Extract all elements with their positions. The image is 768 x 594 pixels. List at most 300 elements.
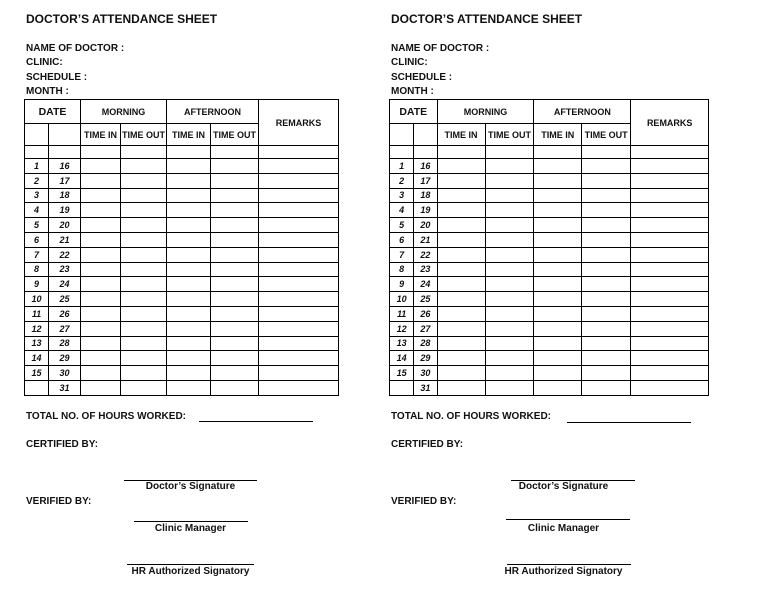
afternoon-time-in-cell [534, 262, 582, 277]
afternoon-time-in-cell [167, 218, 211, 233]
morning-time-in-cell [437, 247, 485, 262]
afternoon-time-out-cell [211, 366, 259, 381]
day-number: 3 [25, 188, 49, 203]
afternoon-time-out-cell [211, 173, 259, 188]
table-row [390, 232, 709, 247]
table-row [390, 292, 709, 307]
remarks-cell [631, 292, 709, 307]
remarks-cell [631, 336, 709, 351]
afternoon-time-in-cell [534, 292, 582, 307]
table-row [390, 173, 709, 188]
morning-time-out-cell [121, 380, 167, 395]
morning-time-in-cell [81, 321, 121, 336]
morning-time-in-cell [81, 306, 121, 321]
morning-header: MORNING [437, 100, 534, 124]
table-row [390, 277, 709, 292]
morning-time-in-header: TIME IN [437, 124, 485, 146]
day-number: 15 [390, 366, 414, 381]
table-row [390, 306, 709, 321]
morning-time-out-cell [485, 173, 534, 188]
remarks-cell [259, 247, 339, 262]
morning-time-out-cell [121, 173, 167, 188]
day-number: 5 [390, 218, 414, 233]
date-header: DATE [390, 100, 438, 124]
morning-time-out-cell [121, 336, 167, 351]
day-number: 4 [25, 203, 49, 218]
morning-time-in-cell [81, 351, 121, 366]
afternoon-time-in-cell [167, 203, 211, 218]
day-number: 13 [25, 336, 49, 351]
verified-by-label: VERIFIED BY: [26, 496, 92, 507]
day-number: 18 [49, 188, 81, 203]
remarks-cell [259, 232, 339, 247]
morning-time-in-cell [81, 292, 121, 307]
table-row [25, 292, 339, 307]
table-row [390, 262, 709, 277]
afternoon-time-in-cell [534, 351, 582, 366]
total-hours-line [199, 421, 313, 422]
afternoon-time-out-cell [581, 173, 630, 188]
table-row [25, 336, 339, 351]
morning-time-out-cell [485, 292, 534, 307]
morning-time-in-cell [437, 218, 485, 233]
morning-time-out-cell [121, 262, 167, 277]
afternoon-time-in-cell [534, 173, 582, 188]
afternoon-time-out-cell [211, 188, 259, 203]
day-number: 9 [25, 277, 49, 292]
afternoon-time-out-cell [581, 380, 630, 395]
day-number: 28 [414, 336, 437, 351]
morning-time-out-header: TIME OUT [485, 124, 534, 146]
morning-time-out-cell [121, 159, 167, 174]
remarks-cell [631, 321, 709, 336]
afternoon-time-out-cell [211, 292, 259, 307]
table-row [390, 336, 709, 351]
afternoon-time-out-cell [581, 277, 630, 292]
morning-time-out-cell [485, 203, 534, 218]
remarks-cell [631, 380, 709, 395]
remarks-cell [631, 173, 709, 188]
morning-time-out-cell [121, 218, 167, 233]
afternoon-time-out-cell [581, 306, 630, 321]
morning-time-out-cell [485, 351, 534, 366]
day-number: 28 [49, 336, 81, 351]
remarks-header: REMARKS [259, 100, 339, 146]
month-label: MONTH : [391, 85, 434, 97]
day-number: 26 [414, 306, 437, 321]
day-number: 2 [390, 173, 414, 188]
table-row [25, 351, 339, 366]
header-fields [391, 42, 489, 99]
header-fields [26, 42, 124, 99]
table-row [390, 188, 709, 203]
clinic-manager-label: Clinic Manager [527, 523, 600, 534]
afternoon-time-out-cell [581, 366, 630, 381]
day-number: 7 [25, 247, 49, 262]
afternoon-time-in-cell [167, 188, 211, 203]
certified-by-label: CERTIFIED BY: [391, 439, 464, 450]
sheet-title: DOCTOR’S ATTENDANCE SHEET [391, 12, 583, 26]
afternoon-time-in-cell [167, 336, 211, 351]
morning-time-in-cell [81, 380, 121, 395]
morning-time-out-cell [485, 232, 534, 247]
afternoon-time-in-cell [534, 232, 582, 247]
clinic-manager-line [506, 519, 630, 520]
day-number: 27 [49, 321, 81, 336]
clinic-label: CLINIC: [26, 57, 63, 69]
day-number: 11 [25, 306, 49, 321]
afternoon-time-in-cell [167, 277, 211, 292]
day-number: 30 [414, 366, 437, 381]
remarks-header: REMARKS [631, 100, 709, 146]
date-subheader-blank [414, 124, 437, 146]
afternoon-time-in-cell [167, 321, 211, 336]
remarks-cell [259, 159, 339, 174]
day-number: 26 [49, 306, 81, 321]
day-number: 12 [25, 321, 49, 336]
afternoon-time-in-cell [534, 336, 582, 351]
table-row [390, 366, 709, 381]
remarks-cell [631, 218, 709, 233]
remarks-cell [631, 247, 709, 262]
morning-time-out-cell [485, 336, 534, 351]
day-number: 22 [414, 247, 437, 262]
remarks-cell [259, 218, 339, 233]
morning-time-in-cell [81, 203, 121, 218]
remarks-cell [259, 380, 339, 395]
table-row [25, 262, 339, 277]
day-number: 6 [390, 232, 414, 247]
attendance-sheet-left [24, 0, 344, 594]
afternoon-time-in-header: TIME IN [167, 124, 211, 146]
day-number: 14 [25, 351, 49, 366]
certified-by-label: CERTIFIED BY: [26, 439, 99, 450]
day-number: 19 [49, 203, 81, 218]
day-number: 23 [414, 262, 437, 277]
morning-time-in-cell [437, 366, 485, 381]
spacer-row [390, 146, 709, 159]
remarks-cell [259, 262, 339, 277]
morning-time-in-cell [81, 159, 121, 174]
day-number: 23 [49, 262, 81, 277]
afternoon-time-in-cell [167, 380, 211, 395]
day-number: 31 [49, 380, 81, 395]
day-number: 25 [49, 292, 81, 307]
afternoon-time-in-cell [534, 321, 582, 336]
day-number: 10 [390, 292, 414, 307]
afternoon-time-out-cell [211, 321, 259, 336]
day-number: 2 [25, 173, 49, 188]
afternoon-time-in-cell [167, 306, 211, 321]
total-hours-label: TOTAL NO. OF HOURS WORKED: [26, 411, 186, 422]
afternoon-time-in-cell [167, 173, 211, 188]
day-number: 8 [390, 262, 414, 277]
morning-time-in-cell [437, 159, 485, 174]
morning-time-in-cell [437, 173, 485, 188]
morning-time-in-cell [81, 366, 121, 381]
remarks-cell [259, 173, 339, 188]
schedule-label: SCHEDULE : [26, 71, 88, 83]
morning-time-in-cell [437, 203, 485, 218]
month-label: MONTH : [26, 85, 69, 97]
remarks-cell [631, 351, 709, 366]
total-hours-line [567, 422, 691, 423]
table-row [25, 277, 339, 292]
day-number: 25 [414, 292, 437, 307]
sheet-title: DOCTOR’S ATTENDANCE SHEET [26, 12, 218, 26]
morning-time-in-cell [437, 380, 485, 395]
day-number: 12 [390, 321, 414, 336]
table-row [25, 380, 339, 395]
afternoon-time-in-cell [167, 351, 211, 366]
afternoon-time-out-cell [581, 336, 630, 351]
afternoon-time-out-cell [211, 262, 259, 277]
day-number: 16 [414, 159, 437, 174]
date-header: DATE [25, 100, 81, 124]
afternoon-time-out-cell [211, 277, 259, 292]
morning-time-in-cell [437, 336, 485, 351]
remarks-cell [259, 292, 339, 307]
day-number: 3 [390, 188, 414, 203]
attendance-sheet-right [389, 0, 709, 594]
table-row [390, 218, 709, 233]
afternoon-time-out-cell [211, 159, 259, 174]
day-number: 4 [390, 203, 414, 218]
afternoon-time-in-cell [167, 232, 211, 247]
remarks-cell [631, 366, 709, 381]
afternoon-time-in-header: TIME IN [534, 124, 582, 146]
afternoon-time-out-cell [581, 262, 630, 277]
doctor-signature-label: Doctor’s Signature [518, 481, 609, 492]
hr-signatory-line [507, 564, 631, 565]
schedule-label: SCHEDULE : [391, 71, 453, 83]
day-number: 10 [25, 292, 49, 307]
day-rows [390, 159, 709, 396]
morning-time-out-cell [485, 188, 534, 203]
afternoon-time-in-cell [534, 203, 582, 218]
attendance-table [389, 99, 709, 396]
morning-time-in-cell [81, 232, 121, 247]
morning-time-out-cell [485, 366, 534, 381]
morning-time-out-header: TIME OUT [121, 124, 167, 146]
afternoon-time-out-cell [211, 306, 259, 321]
remarks-cell [631, 188, 709, 203]
afternoon-header: AFTERNOON [167, 100, 259, 124]
afternoon-time-out-cell [581, 159, 630, 174]
doctor-name-label: NAME OF DOCTOR : [391, 43, 490, 54]
table-row [25, 366, 339, 381]
day-number: 15 [25, 366, 49, 381]
morning-time-in-cell [437, 188, 485, 203]
table-row [25, 232, 339, 247]
morning-time-out-cell [485, 306, 534, 321]
day-number [25, 380, 49, 395]
afternoon-time-in-cell [534, 188, 582, 203]
morning-time-out-cell [485, 159, 534, 174]
remarks-cell [259, 203, 339, 218]
day-number: 17 [414, 173, 437, 188]
afternoon-header: AFTERNOON [534, 100, 631, 124]
morning-time-out-cell [121, 366, 167, 381]
afternoon-time-in-cell [167, 247, 211, 262]
afternoon-time-out-cell [211, 232, 259, 247]
day-number [390, 380, 414, 395]
day-number: 24 [49, 277, 81, 292]
remarks-cell [631, 277, 709, 292]
morning-time-out-cell [485, 262, 534, 277]
morning-time-out-cell [121, 292, 167, 307]
morning-time-out-cell [121, 247, 167, 262]
morning-time-in-cell [437, 351, 485, 366]
spacer-row [25, 146, 339, 159]
date-subheader-blank [390, 124, 414, 146]
afternoon-time-out-cell [581, 292, 630, 307]
day-number: 22 [49, 247, 81, 262]
table-row [25, 247, 339, 262]
table-row [390, 321, 709, 336]
afternoon-time-in-cell [534, 380, 582, 395]
day-number: 7 [390, 247, 414, 262]
morning-header: MORNING [81, 100, 167, 124]
morning-time-in-cell [437, 306, 485, 321]
morning-time-out-cell [121, 203, 167, 218]
remarks-cell [631, 203, 709, 218]
day-number: 6 [25, 232, 49, 247]
morning-time-in-cell [81, 173, 121, 188]
remarks-cell [259, 336, 339, 351]
day-number: 20 [49, 218, 81, 233]
afternoon-time-in-cell [167, 292, 211, 307]
table-row [390, 380, 709, 395]
morning-time-in-cell [437, 292, 485, 307]
afternoon-time-in-cell [534, 306, 582, 321]
remarks-cell [631, 159, 709, 174]
clinic-label: CLINIC: [391, 57, 428, 69]
afternoon-time-out-cell [581, 321, 630, 336]
table-row [25, 188, 339, 203]
table-row [25, 218, 339, 233]
morning-time-in-cell [81, 188, 121, 203]
hr-signatory-label: HR Authorized Signatory [131, 566, 250, 577]
table-row [25, 173, 339, 188]
day-number: 27 [414, 321, 437, 336]
afternoon-time-out-header: TIME OUT [581, 124, 630, 146]
day-number: 20 [414, 218, 437, 233]
remarks-cell [259, 321, 339, 336]
afternoon-time-in-cell [534, 159, 582, 174]
remarks-cell [259, 188, 339, 203]
morning-time-in-cell [81, 277, 121, 292]
day-number: 14 [390, 351, 414, 366]
afternoon-time-in-cell [534, 277, 582, 292]
afternoon-time-in-cell [534, 366, 582, 381]
day-rows [25, 159, 339, 396]
morning-time-out-cell [485, 218, 534, 233]
day-number: 29 [49, 351, 81, 366]
remarks-cell [259, 306, 339, 321]
day-number: 18 [414, 188, 437, 203]
day-number: 24 [414, 277, 437, 292]
day-number: 5 [25, 218, 49, 233]
afternoon-time-out-cell [581, 203, 630, 218]
table-row [25, 159, 339, 174]
morning-time-in-cell [81, 336, 121, 351]
morning-time-in-cell [81, 247, 121, 262]
day-number: 1 [390, 159, 414, 174]
day-number: 30 [49, 366, 81, 381]
morning-time-out-cell [121, 351, 167, 366]
morning-time-in-cell [81, 262, 121, 277]
table-row [390, 247, 709, 262]
table-row [25, 306, 339, 321]
remarks-cell [631, 232, 709, 247]
afternoon-time-out-cell [581, 218, 630, 233]
day-number: 13 [390, 336, 414, 351]
date-subheader-blank [25, 124, 49, 146]
table-row [25, 203, 339, 218]
afternoon-time-out-cell [581, 232, 630, 247]
day-number: 21 [49, 232, 81, 247]
clinic-manager-line [134, 521, 248, 522]
morning-time-out-cell [485, 321, 534, 336]
morning-time-in-cell [437, 232, 485, 247]
afternoon-time-in-cell [167, 159, 211, 174]
day-number: 21 [414, 232, 437, 247]
table-row [25, 321, 339, 336]
afternoon-time-in-cell [534, 218, 582, 233]
date-subheader-blank [49, 124, 81, 146]
remarks-cell [631, 262, 709, 277]
table-row [390, 351, 709, 366]
remarks-cell [259, 351, 339, 366]
morning-time-in-cell [81, 218, 121, 233]
hr-signatory-label: HR Authorized Signatory [504, 566, 623, 577]
afternoon-time-out-cell [581, 188, 630, 203]
day-number: 11 [390, 306, 414, 321]
afternoon-time-out-header: TIME OUT [211, 124, 259, 146]
morning-time-in-cell [437, 262, 485, 277]
afternoon-time-out-cell [211, 336, 259, 351]
afternoon-time-out-cell [581, 351, 630, 366]
clinic-manager-label: Clinic Manager [154, 523, 227, 534]
table-row [390, 203, 709, 218]
day-number: 31 [414, 380, 437, 395]
day-number: 1 [25, 159, 49, 174]
afternoon-time-in-cell [534, 247, 582, 262]
afternoon-time-out-cell [211, 351, 259, 366]
table-row [390, 159, 709, 174]
day-number: 16 [49, 159, 81, 174]
morning-time-in-cell [437, 321, 485, 336]
verified-by-label: VERIFIED BY: [391, 496, 457, 507]
attendance-table [24, 99, 339, 396]
remarks-cell [259, 366, 339, 381]
morning-time-out-cell [121, 277, 167, 292]
remarks-cell [259, 277, 339, 292]
afternoon-time-in-cell [167, 366, 211, 381]
afternoon-time-out-cell [211, 218, 259, 233]
morning-time-out-cell [121, 306, 167, 321]
afternoon-time-out-cell [211, 247, 259, 262]
day-number: 8 [25, 262, 49, 277]
afternoon-time-out-cell [211, 380, 259, 395]
afternoon-time-out-cell [581, 247, 630, 262]
doctor-signature-label: Doctor’s Signature [145, 481, 236, 492]
day-number: 9 [390, 277, 414, 292]
morning-time-in-cell [437, 277, 485, 292]
morning-time-out-cell [121, 321, 167, 336]
afternoon-time-in-cell [167, 262, 211, 277]
